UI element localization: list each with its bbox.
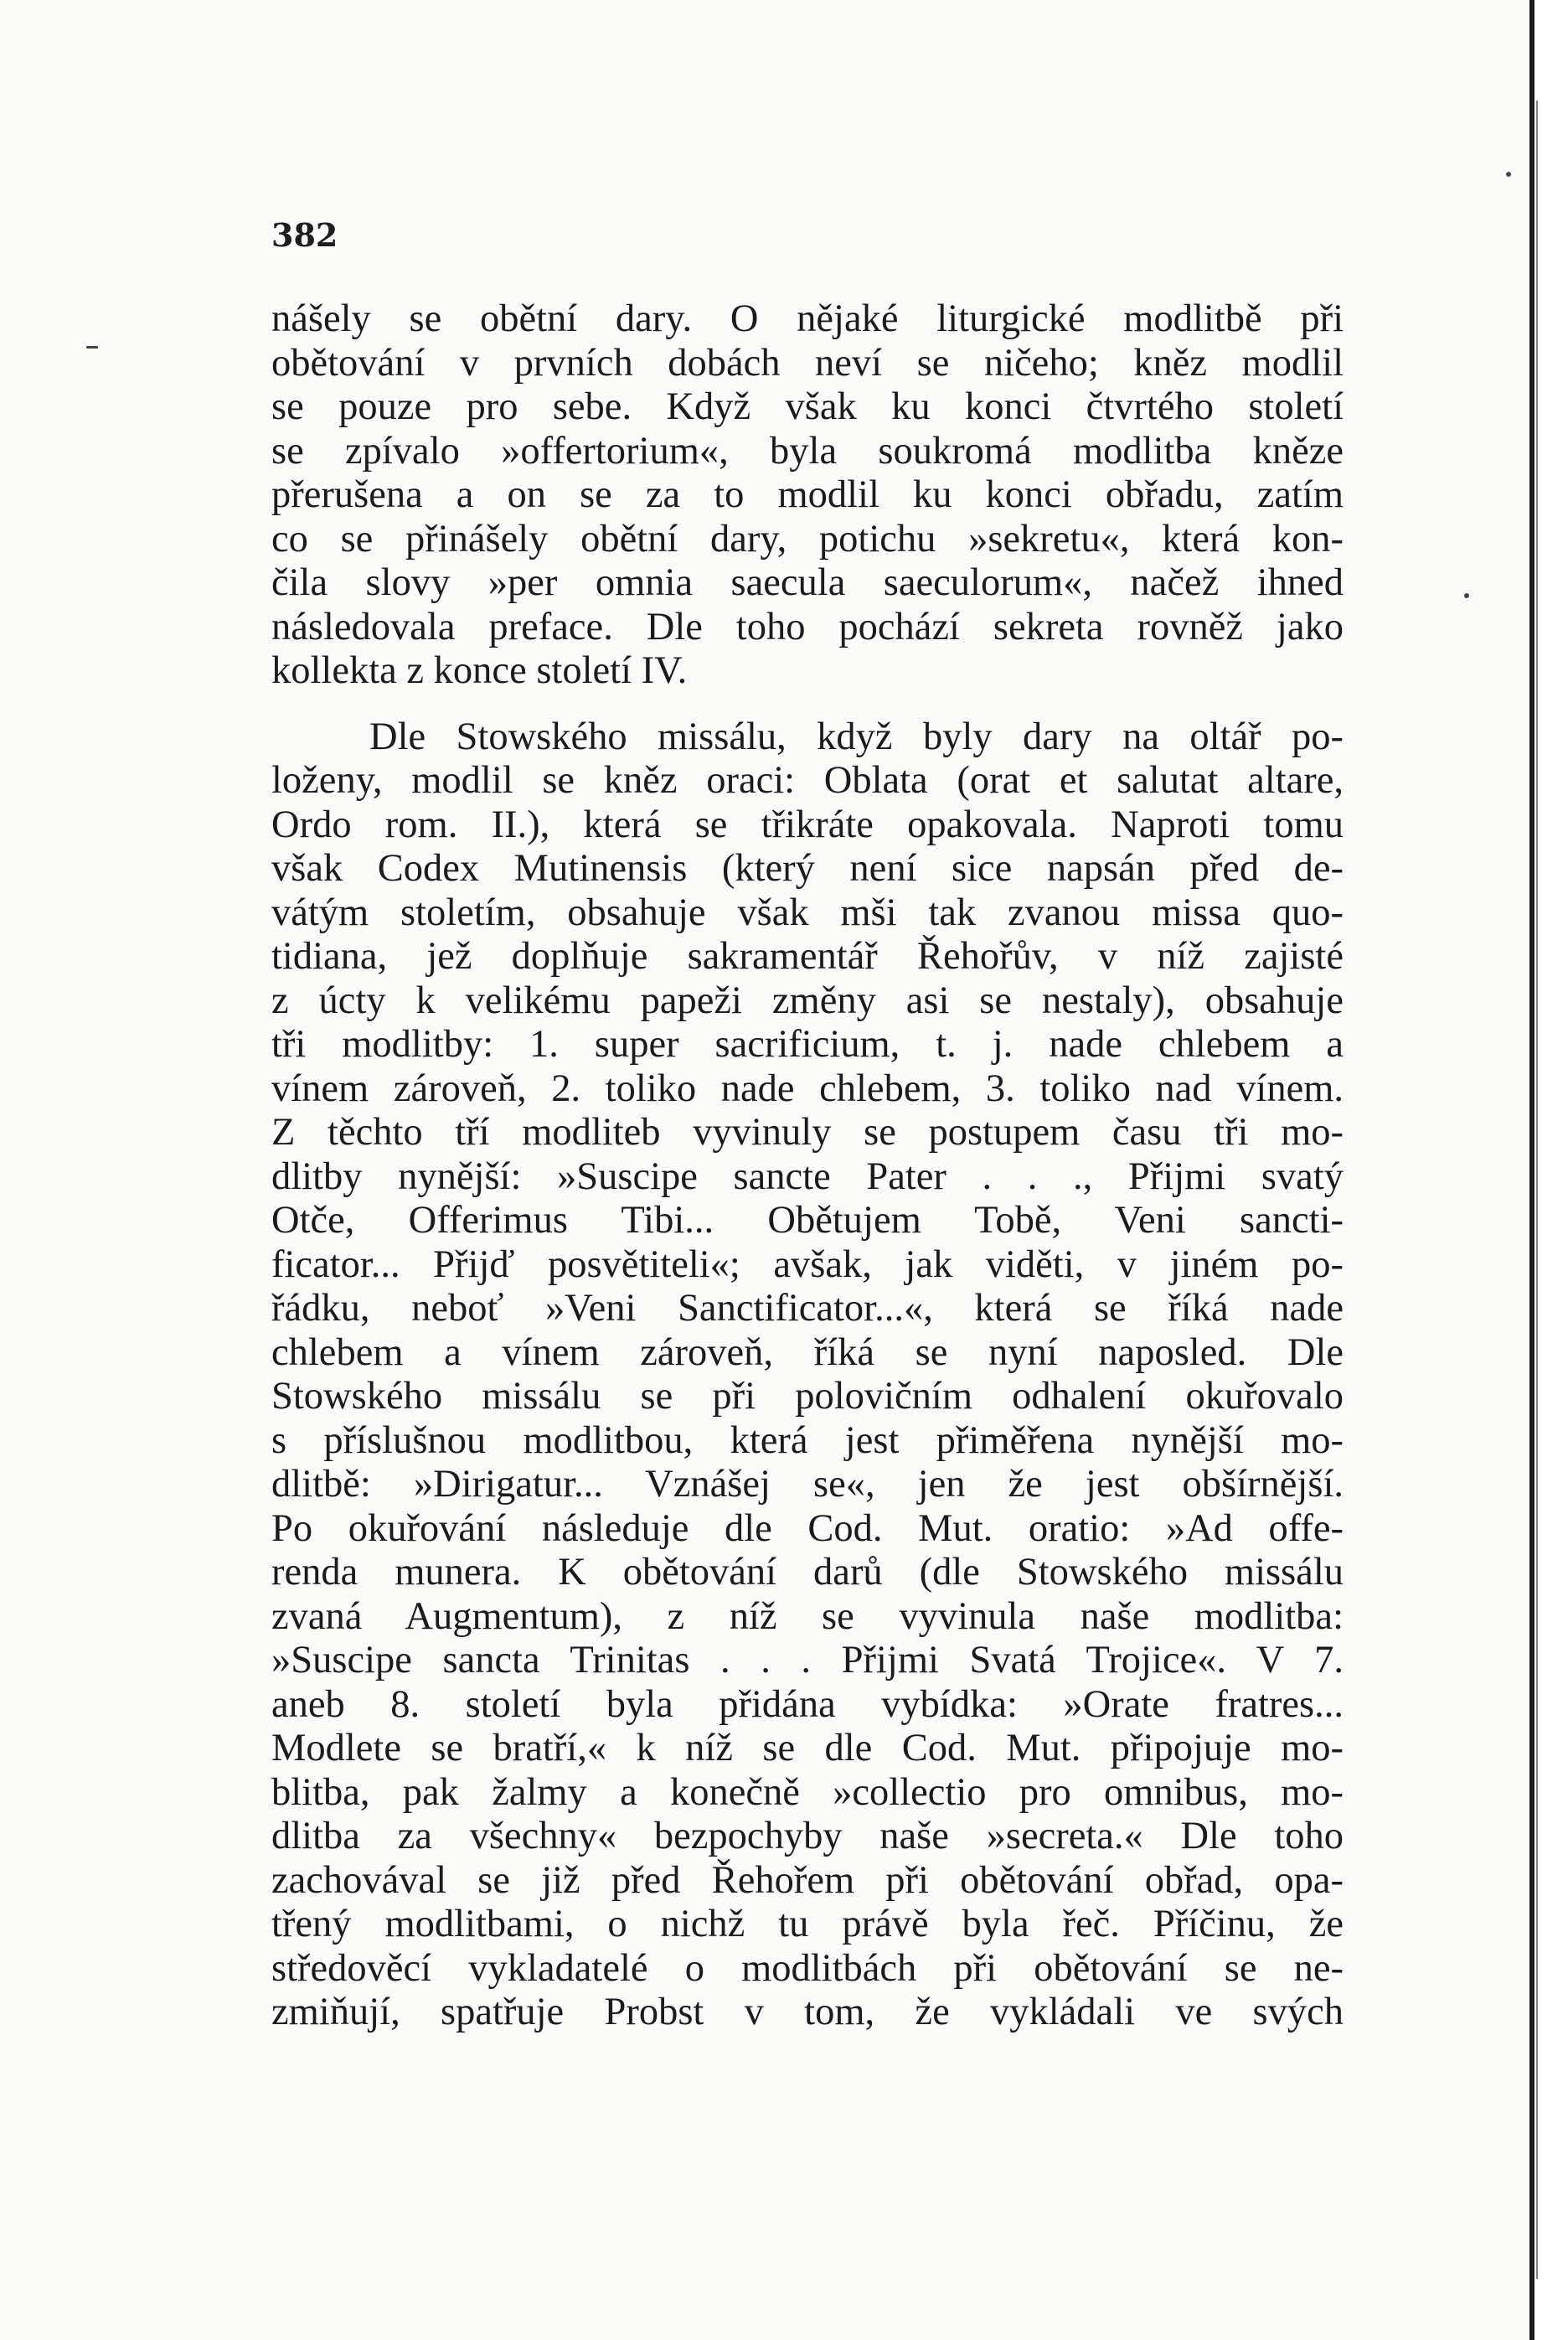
text-line: vínem zároveň, 2. toliko nade chlebem, 3. toliko nad vínem. xyxy=(271,1067,1344,1110)
text-line: nášely se obětní dary. O nějaké liturgické modlitbě při xyxy=(271,297,1344,340)
page-number: 382 xyxy=(271,216,338,254)
binding-edge-line xyxy=(1529,0,1534,2340)
text-line: aneb 8. století byla přidána vybídka: »Orate fratres... xyxy=(271,1682,1344,1726)
text-line: loženy, modlil se kněz oraci: Oblata (orat et salutat altare, xyxy=(271,759,1344,802)
text-line: Ordo rom. II.), která se třikráte opakovala. Naproti tomu xyxy=(271,803,1344,846)
text-line: s příslušnou modlitbou, která jest přiměřena nynější mo- xyxy=(271,1418,1344,1462)
text-line: zmiňují, spatřuje Probst v tom, že vykládali ve svých xyxy=(271,1991,1344,2033)
text-line: dlitby nynější: »Suscipe sancte Pater . . ., Přijmi svatý xyxy=(271,1155,1344,1198)
text-line: Otče, Offerimus Tibi... Obětujem Tobě, Veni sancti- xyxy=(271,1199,1344,1242)
text-line: tidiana, jež doplňuje sakramentář Řehořův, v níž zajisté xyxy=(271,935,1344,978)
text-line: tři modlitby: 1. super sacrificium, t. j. nade chlebem a xyxy=(271,1023,1344,1066)
page-right-margin xyxy=(1534,0,1568,2340)
body-text xyxy=(271,297,1344,2035)
paragraph-2 xyxy=(271,715,1344,2035)
text-line: blitba, pak žalmy a konečně »collectio pro omnibus, mo- xyxy=(271,1770,1344,1814)
text-line: zachovával se již před Řehořem při obětování obřad, opa- xyxy=(271,1858,1344,1902)
text-line: Modlete se bratří,« k níž se dle Cod. Mut. připojuje mo- xyxy=(271,1727,1344,1769)
text-line: zvaná Augmentum), z níž se vyvinula naše modlitba: xyxy=(271,1594,1344,1638)
text-line: se zpívalo »offertorium«, byla soukromá modlitba kněze xyxy=(271,429,1344,473)
text-line: ficator... Přijď posvětiteli«; avšak, jak viděti, v jiném po- xyxy=(271,1242,1344,1286)
scan-speck xyxy=(1506,172,1511,177)
text-line: však Codex Mutinensis (který není sice napsán před de- xyxy=(271,847,1344,890)
scan-speck xyxy=(1464,593,1469,598)
text-line: třený modlitbami, o nichž tu právě byla řeč. Příčinu, že xyxy=(271,1903,1344,1945)
text-line: chlebem a vínem zároveň, říká se nyní naposled. Dle xyxy=(271,1330,1344,1374)
text-line: řádku, neboť »Veni Sanctificator...«, která se říká nade xyxy=(271,1287,1344,1330)
text-line: středověcí vykladatelé o modlitbách při obětování se ne- xyxy=(271,1946,1344,1990)
text-line: přerušena a on se za to modlil ku konci obřadu, zatím xyxy=(271,473,1344,516)
text-line: Z těchto tří modliteb vyvinuly se postupem času tři mo- xyxy=(271,1111,1344,1154)
text-line: vátým stoletím, obsahuje však mši tak zvanou missa quo- xyxy=(271,891,1344,934)
text-line: Stowského missálu se při polovičním odhalení okuřovalo xyxy=(271,1375,1344,1418)
paragraph-1 xyxy=(271,297,1344,694)
text-line: Po okuřování následuje dle Cod. Mut. oratio: »Ad offe- xyxy=(271,1506,1344,1550)
text-line: co se přinášely obětní dary, potichu »sekretu«, která kon- xyxy=(271,517,1344,560)
binding-edge-shadow xyxy=(1536,101,1538,2279)
text-line: čila slovy »per omnia saecula saeculorum«, načež ihned xyxy=(271,561,1344,604)
scan-speck xyxy=(86,346,98,349)
text-line: dlitbě: »Dirigatur... Vznášej se«, jen že jest obšírnější. xyxy=(271,1463,1344,1506)
text-line: Dle Stowského missálu, když byly dary na oltář po- xyxy=(369,715,1344,758)
text-line: se pouze pro sebe. Když však ku konci čtvrtého století xyxy=(271,385,1344,428)
text-line: renda munera. K obětování darů (dle Stowského missálu xyxy=(271,1551,1344,1594)
text-line: dlitba za všechny« bezpochyby naše »secreta.« Dle toho xyxy=(271,1815,1344,1857)
text-line: »Suscipe sancta Trinitas . . . Přijmi Svatá Trojice«. V 7. xyxy=(271,1639,1344,1681)
text-line: z úcty k velikému papeži změny asi se nestaly), obsahuje xyxy=(271,979,1344,1022)
text-line: obětování v prvních dobách neví se ničeho; kněz modlil xyxy=(271,341,1344,385)
text-line: následovala preface. Dle toho pochází sekreta rovněž jako xyxy=(271,605,1344,648)
text-line: kollekta z konce století IV. xyxy=(271,649,688,692)
